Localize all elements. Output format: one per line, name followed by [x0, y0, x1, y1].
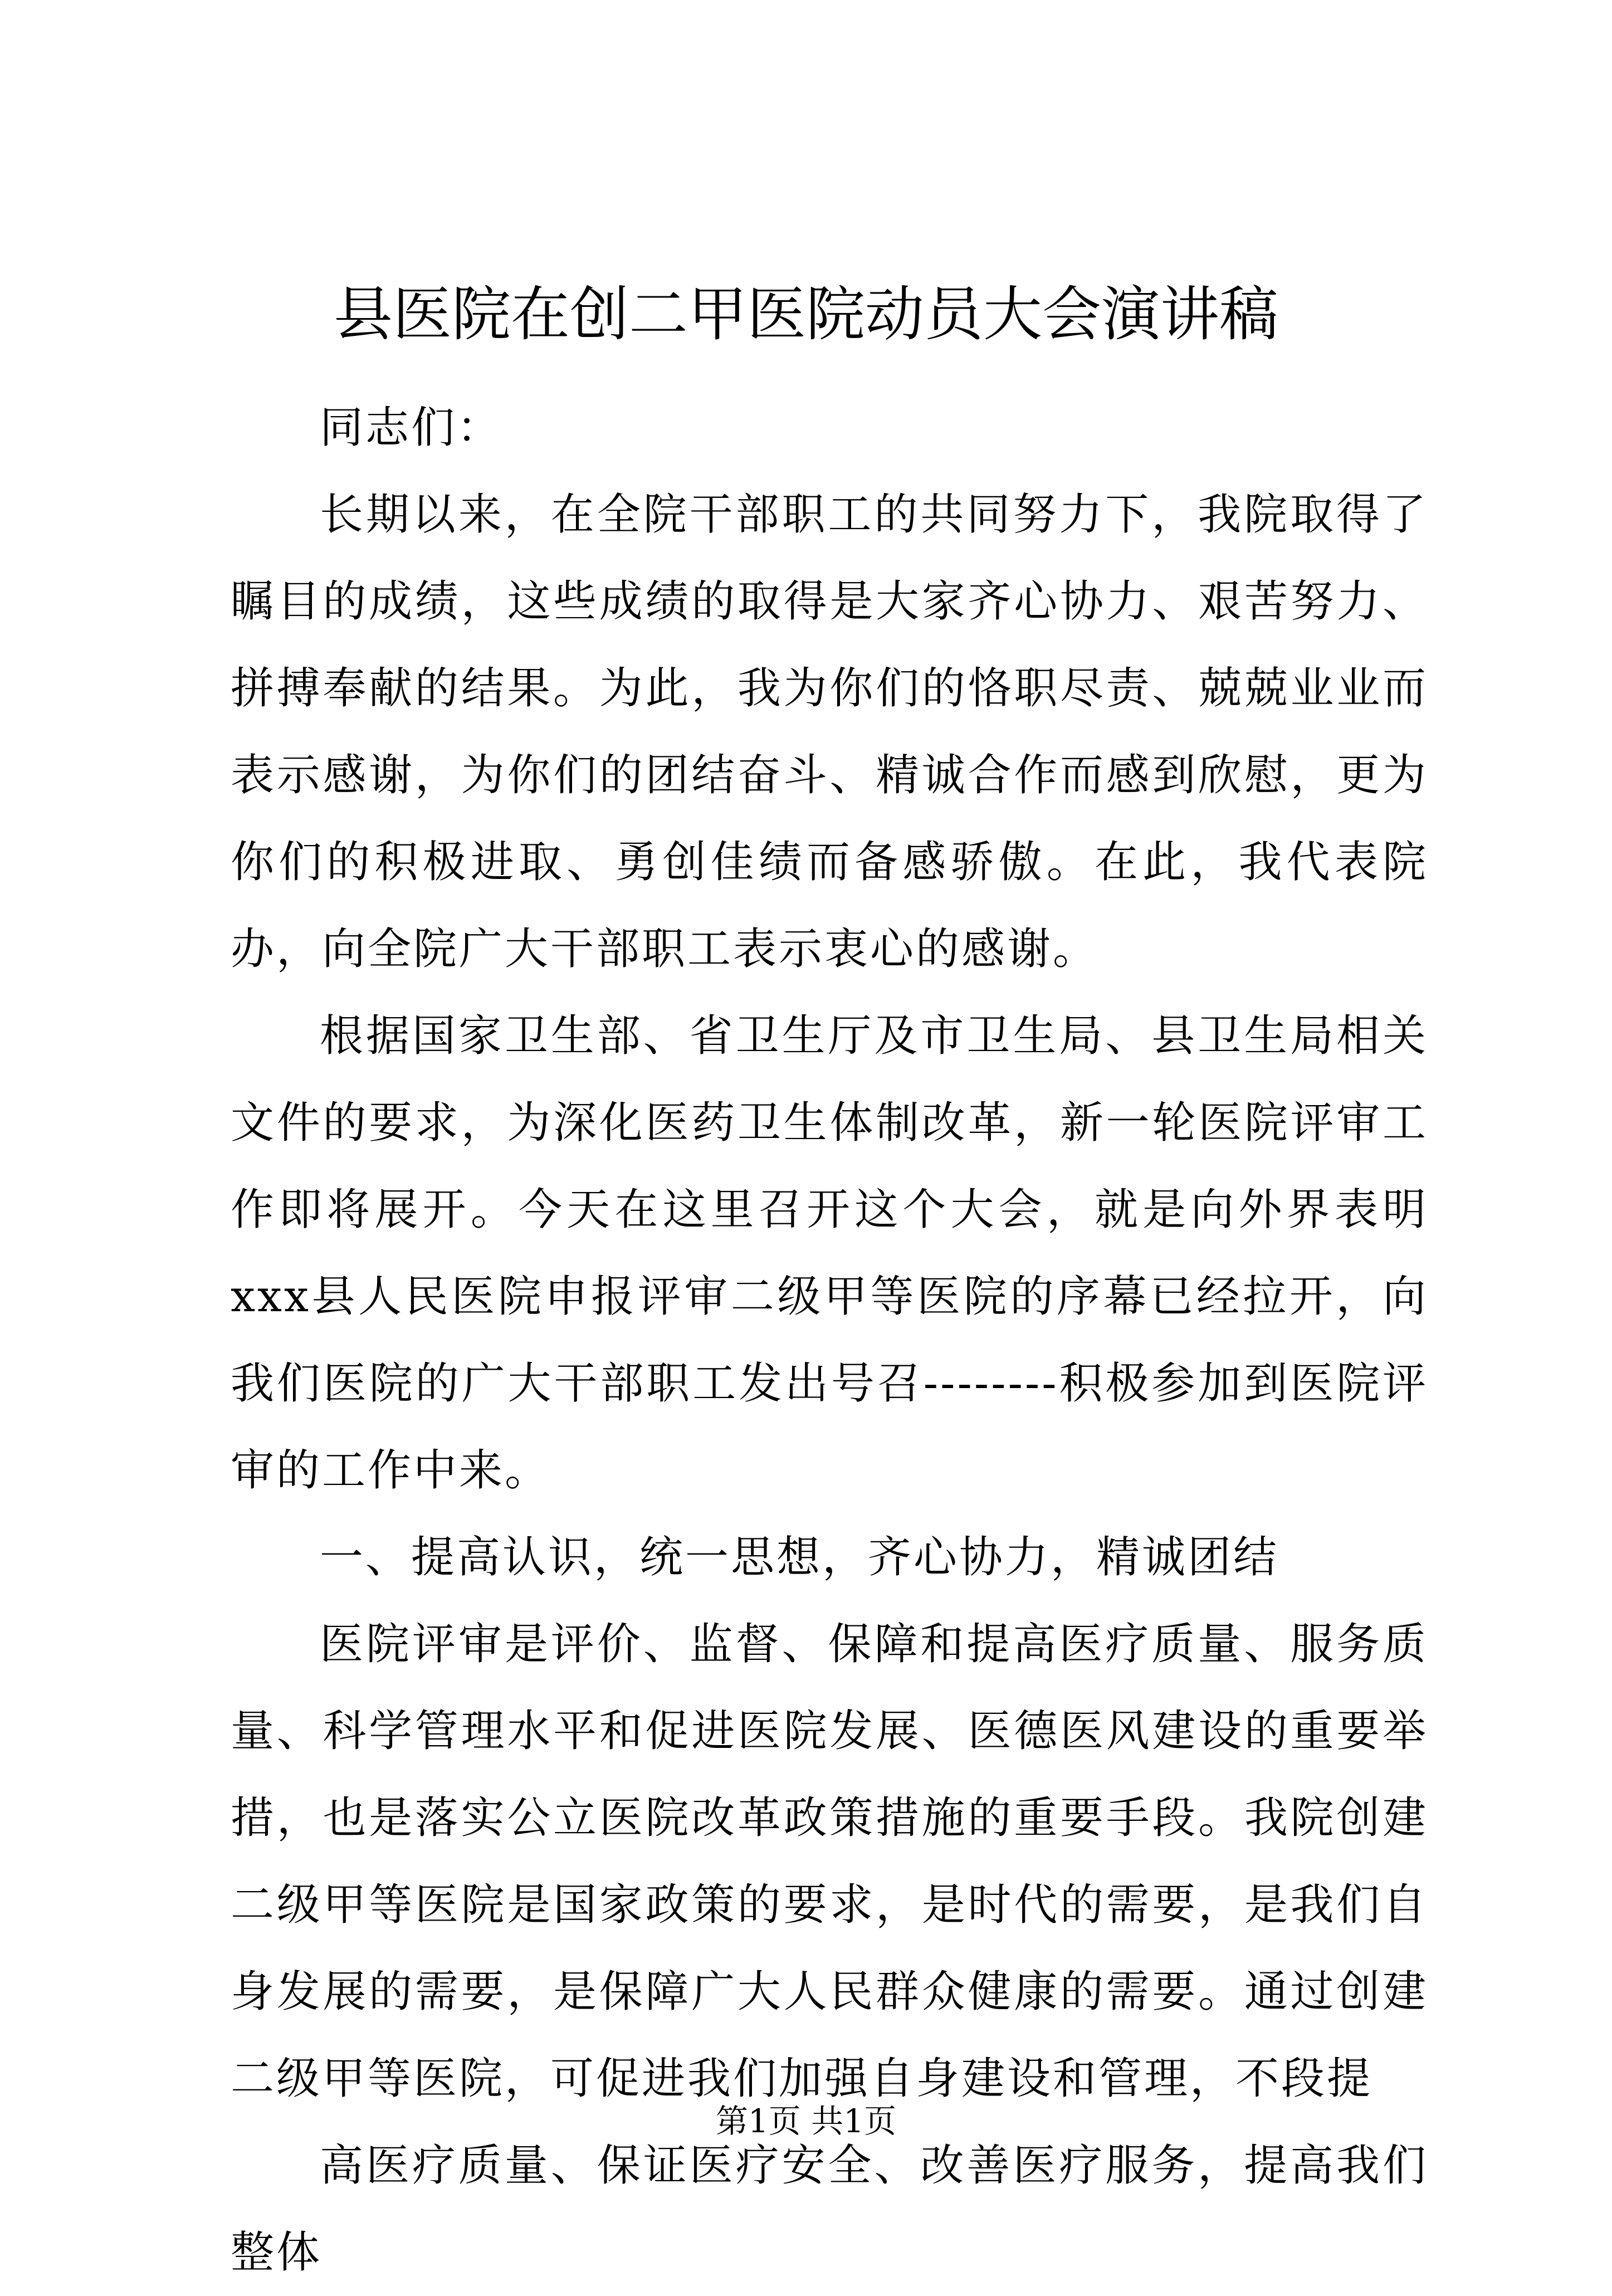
- document-title: 县医院在创二甲医院动员大会演讲稿: [334, 280, 1278, 349]
- section-heading-1: 一、提高认识，统一思想，齐心协力，精诚团结: [320, 1532, 1279, 1582]
- paragraph-2: 根据国家卫生部、省卫生厅及市卫生局、县卫生局相关文件的要求，为深化医药卫生体制改革，新一轮医院评审工作即将展开。今天在这里召开这个大会，就是向外界表明xxx县人民医院申报评审二级甲等医院的序幕已经拉开，向我们医院的广大干部职工发出号召--------积极参加到医院评审的工作中来。: [231, 1011, 1428, 1496]
- paragraph-1: 长期以来，在全院干部职工的共同努力下，我院取得了瞩目的成绩，这些成绩的取得是大家齐心协力、艰苦努力、拼搏奉献的结果。为此，我为你们的恪职尽责、兢兢业业而表示感谢，为你们的团结奋斗、精诚合作而感到欣慰，更为你们的积极进取、勇创佳绩而备感骄傲。在此，我代表院办，向全院广大干部职工表示衷心的感谢。: [231, 490, 1428, 974]
- paragraph-4: 高医疗质量、保证医疗安全、改善医疗服务，提高我们整体: [231, 2141, 1428, 2278]
- document-body: [231, 384, 1428, 2296]
- paragraph-3: 医院评审是评价、监督、保障和提高医疗质量、服务质量、科学管理水平和促进医院发展、医德医风建设的重要举措，也是落实公立医院改革政策措施的重要手段。我院创建二级甲等医院是国家政策的要求，是时代的需要，是我们自身发展的需要，是保障广大人民群众健康的需要。通过创建二级甲等医院，可促进我们加强自身建设和管理，不段提: [231, 1619, 1428, 2104]
- paragraph-salutation: 同志们：: [320, 403, 503, 453]
- page-footer: 第1页 共1页: [715, 2102, 897, 2140]
